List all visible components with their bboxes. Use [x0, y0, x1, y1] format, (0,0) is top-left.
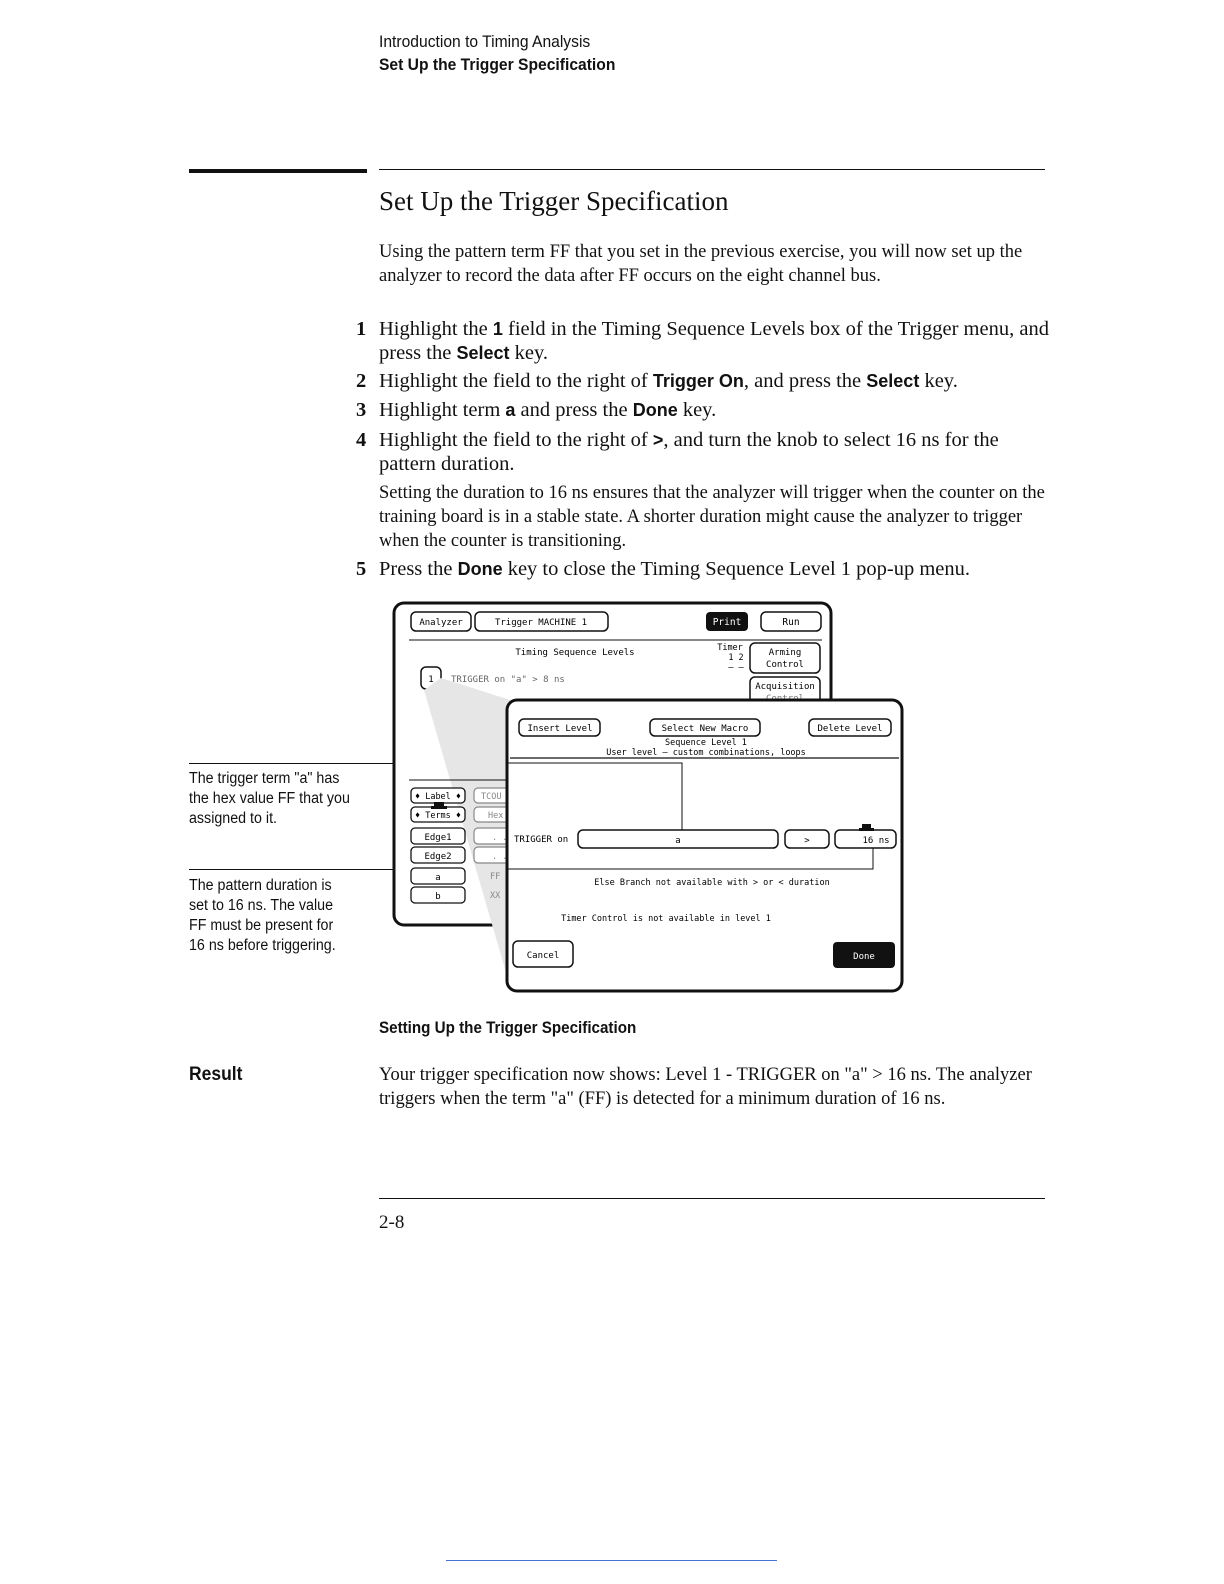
term-row-edge1[interactable] [411, 828, 465, 844]
svg-text:1: 1 [428, 675, 434, 685]
step-text: Press the Done key to close the Timing Sequence Level 1 pop-up menu. [379, 558, 971, 580]
cancel-button[interactable] [513, 941, 573, 967]
svg-text:♦ Label ♦: ♦ Label ♦ [414, 792, 462, 802]
step-text: Highlight term a and press the Done key. [379, 399, 717, 421]
trigger-machine-button[interactable] [475, 612, 608, 631]
intro-paragraph: Using the pattern term FF that you set in the previous exercise, you will now set up the analyzer to record the data after FF occurs on the eight channel bus. [379, 242, 1023, 286]
trigger-on-label: TRIGGER on [514, 835, 569, 845]
step-text: Highlight the field to the right of Trigger On, and press the Select key. [379, 370, 958, 392]
svg-text:TCOU: TCOU [481, 792, 502, 802]
step-4 [356, 428, 1056, 476]
timer-dashes: – – [728, 663, 744, 673]
svg-text:Done: Done [853, 952, 875, 962]
sequence-levels-title: Timing Sequence Levels [515, 648, 635, 658]
print-button[interactable] [706, 612, 748, 631]
step-text: Highlight the field to the right of >, and turn the knob to select 16 ns for the pattern duration. [379, 429, 999, 475]
step-4-note: Setting the duration to 16 ns ensures that the analyzer will trigger when the counter on the training board is in a stable state. A shorter duration might cause the analyzer to trigger when the counter is transitioning. [379, 483, 1045, 551]
result-text: Your trigger specification now shows: Level 1 - TRIGGER on "a" > 16 ns. The analyzer triggers when the term "a" (FF) is detected for a minimum duration of 16 ns. [379, 1065, 1032, 1109]
callout-pattern-duration: The pattern duration is set to 16 ns. The value FF must be present for 16 ns before triggering. [189, 877, 336, 954]
svg-text:. .: . . [492, 833, 508, 843]
svg-text:Print: Print [712, 617, 742, 628]
svg-text:Cancel: Cancel [526, 951, 560, 961]
step-1 [356, 317, 1056, 365]
svg-text:Acquisition: Acquisition [755, 682, 815, 692]
step-5 [356, 557, 1056, 581]
value-edge1[interactable] [474, 828, 510, 844]
tcount-column[interactable] [474, 788, 510, 803]
hex-column[interactable] [474, 807, 510, 822]
run-button[interactable] [761, 612, 821, 631]
svg-text:Edge2: Edge2 [424, 852, 452, 862]
svg-text:Control: Control [766, 660, 804, 670]
value-b: XX [490, 891, 501, 901]
term-row-b[interactable] [411, 887, 465, 903]
level-1-summary: TRIGGER on "a" > 8 ns [451, 675, 565, 685]
insert-level-button[interactable] [519, 719, 600, 736]
label-selector[interactable] [411, 788, 465, 803]
term-row-a[interactable] [411, 868, 465, 884]
duration-operator-field[interactable] [785, 830, 829, 848]
trigger-term-field[interactable] [578, 830, 778, 848]
figure-caption: Setting Up the Trigger Specification [379, 1019, 637, 1037]
svg-text:Select New Macro: Select New Macro [661, 724, 749, 734]
svg-text:a: a [435, 873, 441, 883]
step-number: 2 [356, 370, 367, 392]
step-number: 3 [356, 399, 367, 421]
running-header-section: Set Up the Trigger Specification [379, 55, 616, 74]
svg-text:Delete Level: Delete Level [817, 724, 883, 734]
step-number: 1 [356, 318, 367, 340]
popup-subtitle: User level – custom combinations, loops [606, 748, 806, 758]
svg-text:>: > [804, 836, 810, 846]
analyzer-button[interactable] [411, 612, 471, 631]
duration-field[interactable] [835, 830, 896, 848]
popup-sequence-title: Sequence Level 1 [665, 738, 747, 748]
step-2 [356, 369, 1056, 393]
trigger-screen-figure [380, 598, 910, 998]
timer-control-message: Timer Control is not available in level 1 [561, 914, 771, 924]
step-number: 5 [356, 558, 367, 580]
svg-text:Arming: Arming [768, 648, 802, 658]
else-branch-message: Else Branch not available with > or < duration [594, 878, 830, 888]
svg-text:Analyzer: Analyzer [419, 618, 463, 628]
delete-level-button[interactable] [809, 719, 891, 736]
svg-text:Insert Level: Insert Level [527, 724, 593, 734]
step-number: 4 [356, 429, 367, 451]
page-title: Set Up the Trigger Specification [379, 186, 729, 216]
svg-text:Run: Run [782, 617, 800, 628]
step-3 [356, 398, 1056, 422]
terms-selector[interactable] [411, 807, 465, 822]
svg-text:♦ Terms ♦: ♦ Terms ♦ [414, 811, 462, 821]
footer-rule [379, 1198, 1045, 1199]
value-a: FF [490, 872, 501, 882]
page-number: 2-8 [379, 1212, 405, 1233]
svg-text:a: a [675, 836, 681, 846]
svg-text:. .: . . [492, 852, 508, 862]
result-label: Result [189, 1064, 243, 1085]
term-row-edge2[interactable] [411, 847, 465, 863]
timer-values: 1 2 [728, 653, 744, 663]
select-new-macro-button[interactable] [650, 719, 760, 736]
section-rule-thick [189, 169, 367, 173]
svg-text:Hex: Hex [488, 811, 504, 821]
step-text: Highlight the 1 field in the Timing Sequence Levels box of the Trigger menu, and press the Select key. [379, 318, 1049, 364]
done-button[interactable] [833, 942, 895, 968]
running-header-chapter: Introduction to Timing Analysis [379, 32, 591, 51]
bottom-link-underline [446, 1560, 777, 1561]
callout-trigger-term: The trigger term "a" has the hex value FF that you assigned to it. [189, 770, 350, 827]
arming-control-button[interactable] [750, 643, 820, 673]
timer-label: Timer [717, 643, 743, 653]
svg-text:16 ns: 16 ns [862, 836, 890, 846]
svg-text:Trigger MACHINE 1: Trigger MACHINE 1 [494, 618, 588, 628]
svg-text:b: b [435, 892, 441, 902]
svg-text:Edge1: Edge1 [424, 833, 452, 843]
section-rule-thin [379, 169, 1045, 170]
value-edge2[interactable] [474, 847, 510, 863]
